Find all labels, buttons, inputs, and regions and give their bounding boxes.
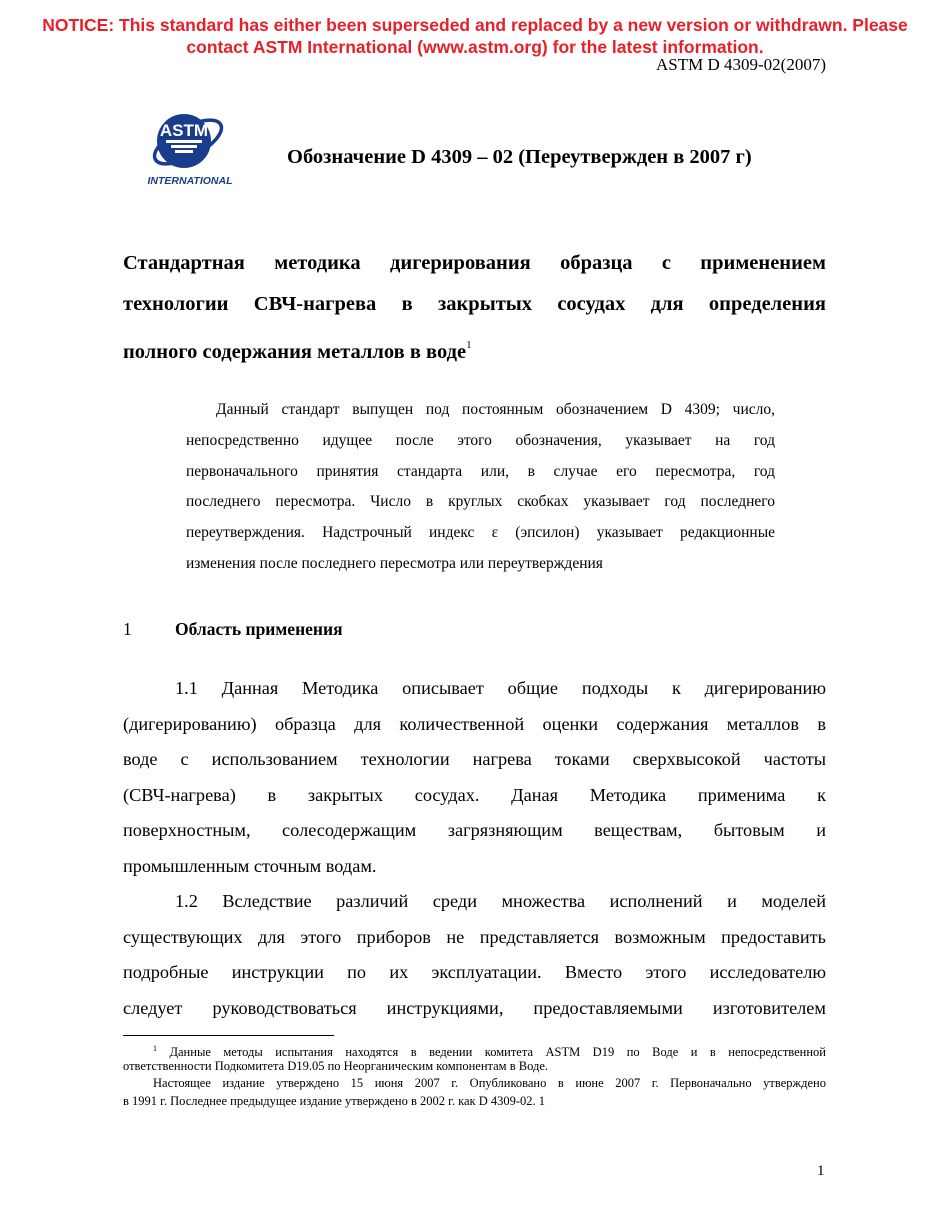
logo-letters: ASTM xyxy=(159,121,209,140)
section-title: Область применения xyxy=(175,619,343,639)
intro-line: последнего пересмотра. Число в круглых скобках указывает год последнего xyxy=(186,493,775,511)
paragraph-line: воде с использованием технологии нагрева токами сверхвысокой частоты xyxy=(123,749,826,769)
title-line-text: полного содержания металлов в воде xyxy=(123,341,467,363)
title-line-last xyxy=(123,325,826,366)
document-title xyxy=(123,243,826,366)
page-number: 1 xyxy=(817,1163,825,1179)
footnote-line: Настоящее издание утверждено 15 июня 2007 г. Опубликовано в июне 2007 г. Первоначально утверждено xyxy=(153,1076,826,1090)
astm-logo xyxy=(144,110,236,190)
intro-line: Данный стандарт выпущен под постоянным обозначением D 4309; число, xyxy=(216,401,775,418)
intro-line: переутверждения. Надстрочный индекс ε (эпсилон) указывает редакционные xyxy=(186,524,775,542)
paragraph-line: подробные инструкции по их эксплуатации. Вместо этого исследователю xyxy=(123,962,826,982)
section-number: 1 xyxy=(123,619,132,639)
paragraph-1-1 xyxy=(123,671,826,884)
astm-international-logo-icon xyxy=(144,110,236,190)
paragraph-line: 1.1 Данная Методика описывает общие подходы к дигерированию xyxy=(175,678,826,698)
title-line: Стандартная методика дигерирования образца с применением xyxy=(123,252,826,274)
logo-caption: INTERNATIONAL xyxy=(147,175,233,187)
paragraph-1-2 xyxy=(123,884,826,1026)
paragraph-line: промышленным сточным водам. xyxy=(123,855,377,876)
standard-notice-paragraph xyxy=(186,395,775,580)
notice-banner xyxy=(0,14,950,58)
paragraph-line: поверхностным, солесодержащим загрязняющим веществам, бытовым и xyxy=(123,820,826,840)
intro-line: непосредственно идущее после этого обозначения, указывает на год xyxy=(186,431,775,449)
footnote-line xyxy=(123,1040,826,1058)
document-code: ASTM D 4309-02(2007) xyxy=(656,55,826,74)
paragraph-line: существующих для этого приборов не представляется возможным предоставить xyxy=(123,926,826,947)
intro-line: первоначального принятия стандарта или, в случае его пересмотра, год xyxy=(186,462,775,480)
notice-line-1: NOTICE: This standard has either been superseded and replaced by a new version or withdrawn. Please xyxy=(42,15,908,35)
paragraph-line: 1.2 Вследствие различий среди множества исполнений и моделей xyxy=(175,891,826,911)
paragraph-line: следует руководствоваться инструкциями, предоставляемыми изготовителем xyxy=(123,997,826,1018)
footnotes xyxy=(123,1040,826,1110)
paragraph-line: (дигерированию) образца для количественной оценки содержания металлов в xyxy=(123,713,826,734)
intro-line: изменения после последнего пересмотра или переутверждения xyxy=(186,554,603,572)
footnote-text: Данные методы испытания находятся в ведении комитета ASTM D19 по Воде и в непосредственной xyxy=(169,1045,826,1059)
footnote-marker: 1 xyxy=(153,1044,157,1053)
footnote-line: в 1991 г. Последнее предыдущее издание утверждено в 2002 г. как D 4309-02. 1 xyxy=(123,1093,546,1108)
notice-line-2: contact ASTM International (www.astm.org) for the latest information. xyxy=(186,37,764,57)
footnote-line: ответственности Подкомитета D19.05 по Неорганическим компонентам в Воде. xyxy=(123,1058,548,1073)
paragraph-line: (СВЧ-нагрева) в закрытых сосудах. Даная Методика применима к xyxy=(123,784,826,805)
designation-heading: Обозначение D 4309 – 02 (Переутвержден в 2007 г) xyxy=(287,146,752,168)
title-footnote-ref: 1 xyxy=(466,339,472,351)
footnote-divider xyxy=(123,1035,334,1036)
title-line: технологии СВЧ-нагрева в закрытых сосудах для определения xyxy=(123,293,826,315)
